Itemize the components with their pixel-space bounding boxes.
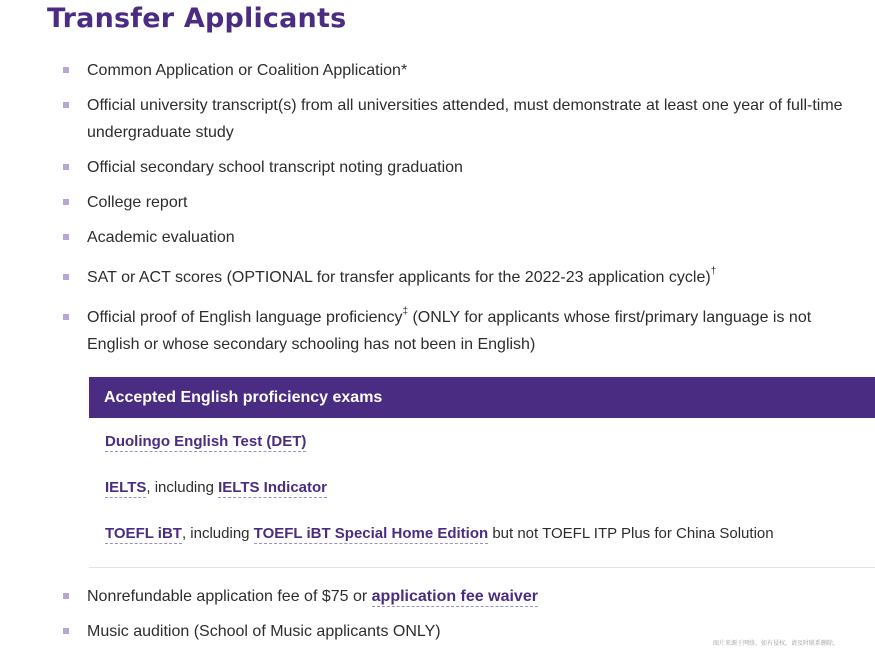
list-item — [87, 264, 855, 291]
list-item — [87, 304, 855, 358]
image-source-note: 图片来源于网络，如有侵权，请及时联系删除。 — [712, 641, 839, 647]
requirement-text: Academic evaluation — [87, 229, 235, 246]
requirement-text: Common Application or Coalition Application* — [87, 62, 408, 79]
square-bullet-icon — [63, 274, 69, 280]
exam-row-duolingo — [105, 433, 306, 450]
square-bullet-icon — [63, 199, 69, 205]
requirement-text: College report — [87, 194, 188, 211]
square-bullet-icon — [63, 234, 69, 240]
table-divider — [89, 567, 875, 568]
exams-table-header: Accepted English proficiency exams — [89, 377, 875, 418]
duolingo-link[interactable]: Duolingo English Test (DET) — [105, 433, 307, 450]
square-bullet-icon — [63, 314, 69, 320]
list-item — [87, 583, 855, 610]
exam-row-text: , including — [146, 479, 219, 496]
list-item — [87, 224, 855, 251]
square-bullet-icon — [63, 67, 69, 73]
exam-row-tail-text: but not TOEFL ITP Plus for China Solution — [488, 525, 774, 542]
requirement-text: Official university transcript(s) from all universities attended, must demonstrate at least one year of full-time undergraduate study — [87, 97, 843, 141]
ielts-indicator-link[interactable]: IELTS Indicator — [218, 479, 328, 496]
list-item — [87, 57, 855, 84]
square-bullet-icon — [63, 102, 69, 108]
requirement-text-continued: (ONLY for applicants whose first/primary language is not English or whose secondary schooling has not been in English) — [87, 309, 812, 353]
requirement-text: Nonrefundable application fee of $75 or — [87, 588, 372, 605]
square-bullet-icon — [63, 593, 69, 599]
exam-row-text: , including — [181, 525, 254, 542]
list-item — [87, 189, 855, 216]
square-bullet-icon — [63, 164, 69, 170]
square-bullet-icon — [63, 628, 69, 634]
double-dagger-footnote-mark: ‡ — [402, 305, 409, 317]
toefl-home-edition-link[interactable]: TOEFL iBT Special Home Edition — [253, 525, 489, 542]
exam-row-toefl — [105, 525, 774, 542]
requirement-text: SAT or ACT scores (OPTIONAL for transfer applicants for the 2022-23 application cycle) — [87, 269, 711, 286]
page-title: Transfer Applicants — [47, 3, 347, 34]
requirement-text: Official proof of English language proficiency — [87, 309, 403, 326]
exam-row-ielts — [105, 479, 327, 496]
toefl-ibt-link[interactable]: TOEFL iBT — [105, 525, 182, 542]
list-item — [87, 92, 855, 146]
ielts-link[interactable]: IELTS — [105, 479, 147, 496]
english-exams-table — [89, 377, 875, 568]
requirement-text: Music audition (School of Music applicants ONLY) — [87, 623, 441, 640]
list-item — [87, 154, 855, 181]
dagger-footnote-mark: † — [710, 265, 717, 277]
requirement-text: Official secondary school transcript noting graduation — [87, 159, 463, 176]
fee-waiver-link[interactable]: application fee waiver — [371, 588, 538, 605]
